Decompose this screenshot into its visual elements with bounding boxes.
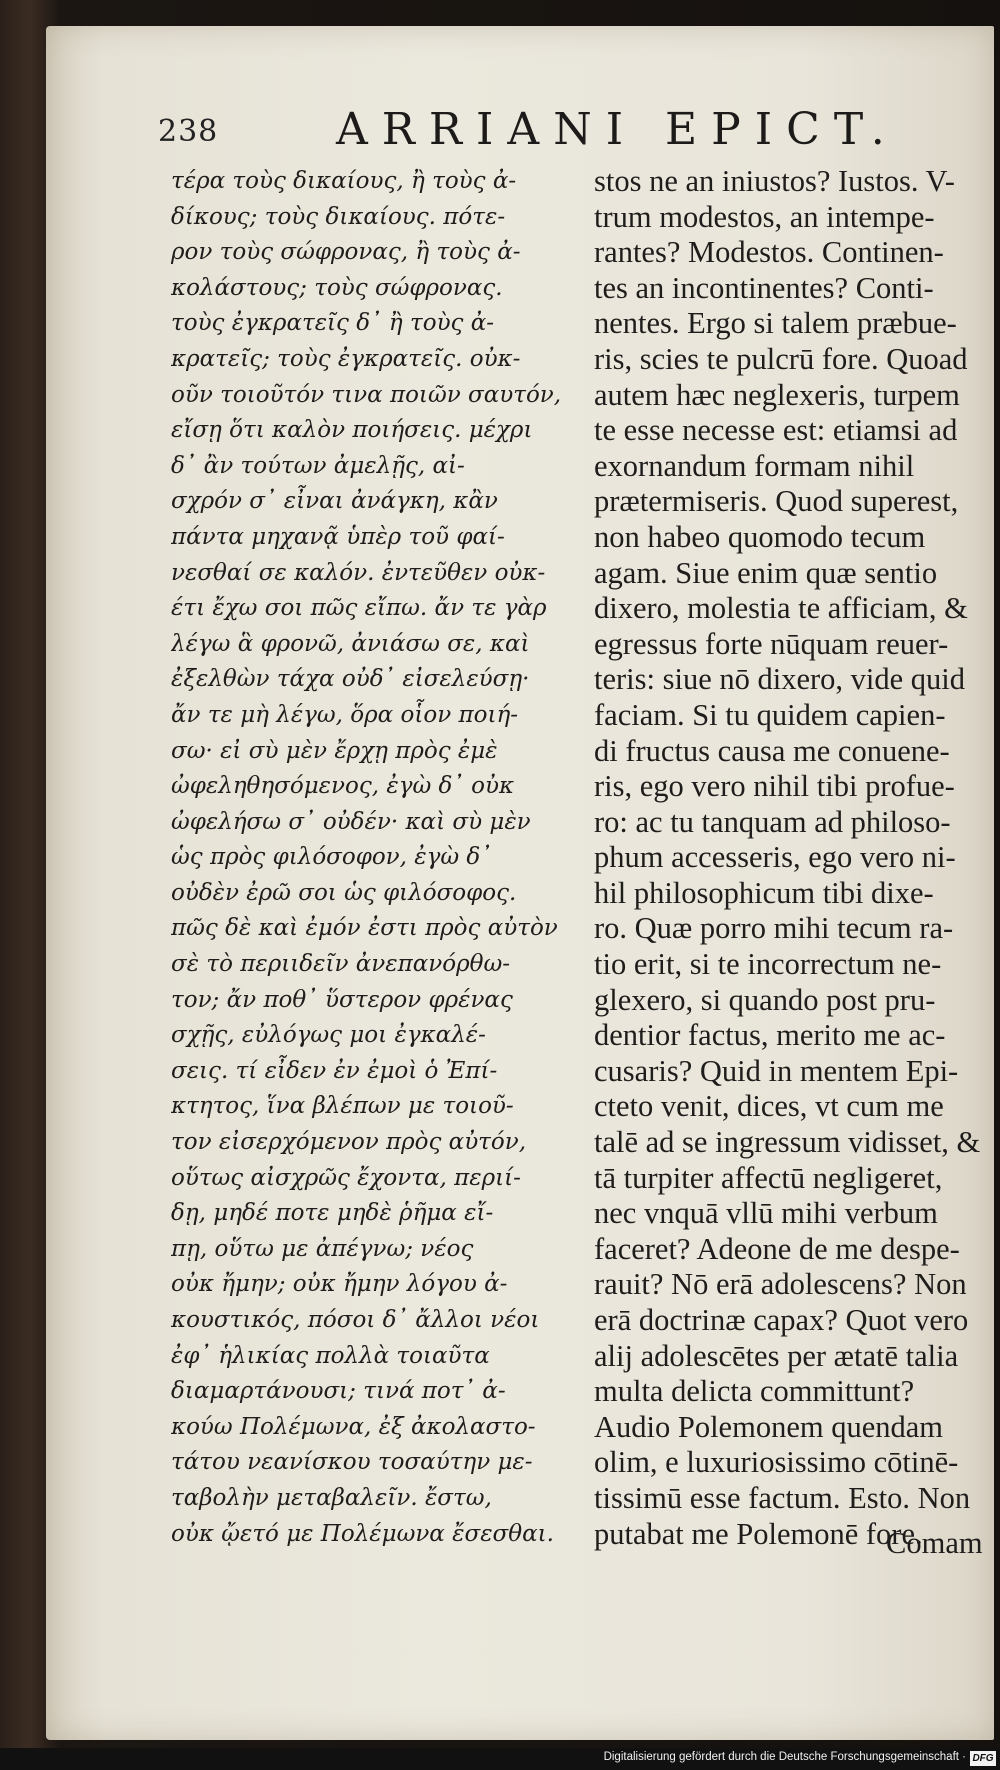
latin-text-line: tes an incontinentes? Conti- [594,270,934,305]
greek-text-line: διαμαρτάνουσι; τινά ποτ᾽ ἀ- [171,1378,506,1405]
greek-text-line: σεις. τί εἶδεν ἐν ἐμοὶ ὁ Ἐπί- [171,1057,498,1084]
latin-text-line: hil philosophicum tibi dixe- [594,875,934,910]
latin-text-line: teris: siue nō dixero, vide quid [594,662,966,697]
latin-text-line: tā turpiter affectū negligeret, [594,1160,943,1195]
greek-text-line: ὡς πρὸς φιλόσοφον, ἐγὼ δ᾽ [171,844,492,871]
latin-text-column [594,164,1000,1552]
greek-text-line: οῦν τοιοῦτόν τινα ποιῶν σαυτόν, [171,381,562,408]
latin-text-line: tissimū esse factum. Esto. Non [594,1480,971,1515]
latin-text-line: dentior factus, merito me ac- [594,1018,946,1053]
dfg-logo: DFG [970,1751,996,1766]
latin-text-line: dixero, molestia te afficiam, & [594,591,968,626]
latin-text-line: erā doctrinæ capax? Quot vero [594,1303,969,1337]
greek-text-line: τοὺς ἐγκρατεῖς δ᾽ ἢ τοὺς ἀ- [171,310,495,337]
latin-text-line: cusaris? Quid in mentem Epi- [594,1053,959,1088]
latin-text-line: rauit? Nō erā adolescens? Non [594,1267,967,1302]
greek-text-line: οὐκ ᾤετό με Πολέμωνα ἔσεσθαι. [171,1520,554,1547]
greek-text-line: οὕτως αἰσχρῶς ἔχοντα, περιί- [171,1164,521,1191]
greek-text-line: οὐκ ἤμην; οὐκ ἤμην λόγου ἀ- [171,1271,508,1298]
latin-text-line: multa delicta committunt? [594,1374,915,1409]
latin-text-line: faciam. Si tu quidem capien- [594,697,946,732]
greek-text-line: ἄν τε μὴ λέγω, ὅρα οἷον ποιή- [171,701,519,728]
latin-text-line: talē ad se ingressum vidisset, & [594,1125,981,1160]
latin-text-line: Audio Polemonem quendam [594,1409,944,1444]
latin-text-line: glexero, si quando post pru- [594,982,936,1017]
greek-text-line: κουστικός, πόσοι δ᾽ ἄλλοι νέοι [171,1307,540,1333]
greek-text-line: εἴσῃ ὅτι καλὸν ποιήσεις. μέχρι [171,417,533,444]
latin-text-line: olim, e luxuriosissimo cōtinē- [594,1445,959,1480]
latin-text-line: di fructus causa me conuene- [594,733,950,768]
latin-text-line: putabat me Polemonē fore. [594,1516,923,1551]
latin-text-line: non habeo quomodo tecum [594,519,926,554]
latin-text-line: egressus forte nūquam reuer- [594,626,949,661]
latin-text-line: trum modestos, an intempe- [594,199,935,234]
greek-text-line: κρατεῖς; τοὺς ἐγκρατεῖς. οὐκ- [171,345,521,372]
latin-text-line: phum accesseris, ego vero ni- [594,840,956,875]
digitization-footer [0,1748,1000,1770]
greek-text-column [171,164,571,1552]
greek-text-line: οὐδὲν ἐρῶ σοι ὡς φιλόσοφος. [171,879,517,906]
latin-text-line: nec vnquā vllū mihi verbum [594,1196,938,1231]
latin-text-line: agam. Siue enim quæ sentio [594,555,938,590]
greek-text-line: τέρα τοὺς δικαίους, ἢ τοὺς ἀ- [171,168,517,194]
running-head: ARRIANI EPICT. [336,104,899,155]
greek-text-line: έτι ἔχω σοι πῶς εἴπω. ἄν τε γὰρ [171,595,547,622]
latin-text-line: nentes. Ergo si talem præbue- [594,306,957,341]
latin-text-line: ro. Quæ porro mihi tecum ra- [594,911,954,946]
greek-text-line: πῶς δὲ καὶ ἐμόν ἐστι πρὸς αὐτὸν [171,915,558,942]
greek-text-line: νεσθαί σε καλόν. ἐντεῦθεν οὐκ- [171,559,546,586]
greek-text-line: ταβολὴν μεταβαλεῖν. ἔστω, [171,1484,492,1511]
latin-text-line: ris, scies te pulcrū fore. Quoad [594,341,968,376]
latin-text-line: exornandum formam nihil [594,448,915,483]
greek-text-line: σχρόν σ᾽ εἶναι ἀνάγκη, κἂν [171,488,498,515]
greek-text-line: κτητος, ἵνα βλέπων με τοιοῦ- [171,1093,514,1120]
latin-text-line: te esse necesse est: etiamsi ad [594,413,958,448]
latin-text-line: prætermiseris. Quod superest, [594,484,959,519]
latin-text-line: alij adolescētes per ætatē talia [594,1338,959,1373]
latin-text-line: autem hæc neglexeris, turpem [594,377,960,412]
greek-text-line: δίκους; τοὺς δικαίους. πότε- [171,203,506,230]
book-page [46,26,994,1740]
greek-text-line: πάντα μηχανᾷ ὑπὲρ τοῦ φαί- [171,523,505,550]
latin-text-line: rantes? Modestos. Continen- [594,235,944,270]
latin-text-line: cteto venit, dices, vt cum me [594,1089,944,1124]
page-header [46,96,994,156]
funding-credit: Digitalisierung gefördert durch die Deutsche Forschungsgemeinschaft · [603,1751,966,1763]
greek-text-line: ὠφεληθησόμενος, ἐγὼ δ᾽ οὐκ [171,773,515,800]
latin-text-line: ris, ego vero nihil tibi profue- [594,769,955,804]
greek-text-line: ρον τοὺς σώφρονας, ἢ τοὺς ἀ- [171,239,521,266]
latin-text-line: faceret? Adeone de me despe- [594,1231,960,1266]
greek-text-line: λέγω ἃ φρονῶ, ἀνιάσω σε, καὶ [171,630,530,657]
greek-text-line: δῃ, μηδέ ποτε μηδὲ ῥῆμα εἴ- [171,1200,494,1227]
greek-text-line: κούω Πολέμωνα, ἐξ ἀκολαστο- [171,1413,536,1440]
page-number: 238 [158,114,219,149]
greek-text-line: τον εἰσερχόμενον πρὸς αὐτόν, [171,1129,527,1156]
catchword: Comam [886,1526,983,1560]
greek-text-line: σω· εἰ σὺ μὲν ἔρχῃ πρὸς ἐμὲ [171,737,498,764]
greek-text-line: δ᾽ ἂν τούτων ἀμελῇς, αἰ- [171,452,465,479]
greek-text-line: σχῇς, εὐλόγως μοι ἐγκαλέ- [171,1022,486,1049]
latin-text-line: stos ne an iniustos? Iustos. V- [594,164,955,198]
greek-text-line: τον; ἄν ποθ᾽ ὕστερον φρένας [171,986,513,1013]
greek-text-line: τάτου νεανίσκου τοσαύτην με- [171,1449,533,1476]
latin-text-line: tio erit, si te incorrectum ne- [594,947,942,982]
greek-text-line: ἐξελθὼν τάχα οὐδ᾽ εἰσελεύσῃ· [171,666,530,693]
greek-text-line: ἐφ᾽ ἡλικίας πολλὰ τοιαῦτα [171,1342,490,1369]
greek-text-line: σὲ τὸ περιιδεῖν ἀνεπανόρθω- [171,951,510,978]
greek-text-line: ὠφελήσω σ᾽ οὐδέν· καὶ σὺ μὲν [171,808,531,835]
latin-text-line: ro: ac tu tanquam ad philoso- [594,804,951,839]
greek-text-line: κολάστους; τοὺς σώφρονας. [171,274,503,301]
greek-text-line: πῃ, οὕτω με ἀπέγνω; νέος [171,1235,474,1262]
